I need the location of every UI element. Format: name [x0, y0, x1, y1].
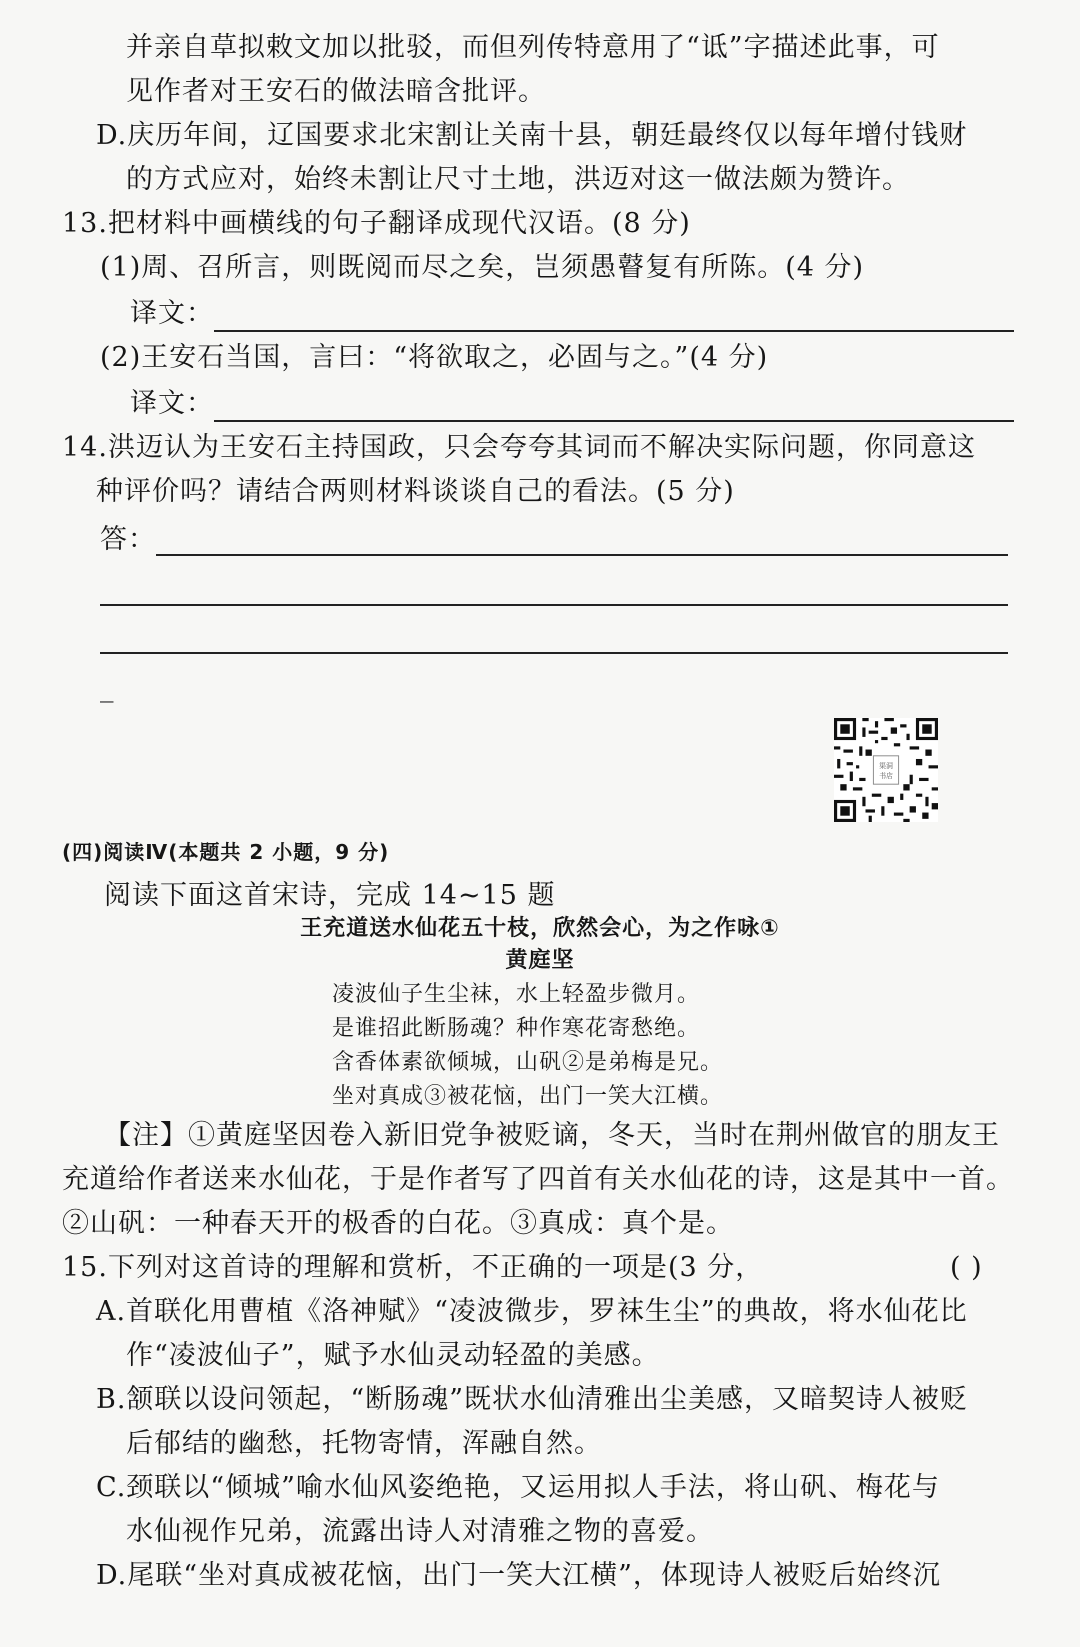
qr-code-icon: [834, 718, 938, 822]
q15-option-c-line1[interactable]: C.颈联以“倾城”喻水仙风姿绝艳，又运用拟人手法，将山矾、梅花与: [96, 1472, 940, 1503]
poem-line: 凌波仙子生尘袜，水上轻盈步微月。: [332, 982, 701, 1007]
q15-option-a-line1[interactable]: A.首联化用曹植《洛神赋》“凌波微步，罗袜生尘”的典故，将水仙花比: [96, 1296, 968, 1327]
poem-note-line2: 充道给作者送来水仙花，于是作者写了四首有关水仙花的诗，这是其中一首。: [62, 1164, 1014, 1195]
q15-stem: 15.下列对这首诗的理解和赏析，不正确的一项是(3 分，: [62, 1252, 764, 1283]
section4-heading: (四)阅读Ⅳ(本题共 2 小题，9 分): [62, 840, 390, 864]
q14-answer-line-2[interactable]: [100, 604, 1008, 606]
q13-item2-answer-line[interactable]: [214, 420, 1014, 422]
q15-option-c-line2: 水仙视作兄弟，流露出诗人对清雅之物的喜爱。: [126, 1516, 714, 1547]
q13-stem: 13.把材料中画横线的句子翻译成现代汉语。(8 分): [62, 208, 691, 239]
q15-answer-paren[interactable]: ( ): [950, 1252, 983, 1283]
q12-option-d-line1: D.庆历年间，辽国要求北宋割让关南十县，朝廷最终仅以每年增付钱财: [96, 120, 968, 151]
q15-option-a-line2: 作“凌波仙子”，赋予水仙灵动轻盈的美感。: [126, 1340, 660, 1371]
poem-line: 含香体素欲倾城，山矾②是弟梅是兄。: [332, 1050, 724, 1075]
q12-option-c-line3: 见作者对王安石的做法暗含批评。: [126, 76, 546, 107]
q13-item1-label: 译文：: [130, 298, 214, 329]
qr-center-text-1: 渠洞: [879, 761, 893, 770]
q15-option-b-line1[interactable]: B.颔联以设问领起，“断肠魂”既状水仙清雅出尘美感，又暗契诗人被贬: [96, 1384, 969, 1415]
q13-item2-label: 译文：: [130, 388, 214, 419]
q14-line1: 14.洪迈认为王安石主持国政，只会夸夸其词而不解决实际问题，你同意这: [62, 432, 976, 463]
q13-item2: (2)王安石当国，言曰：“将欲取之，必固与之。”(4 分): [100, 342, 769, 373]
q15-option-d-line1[interactable]: D.尾联“坐对真成被花恼，出门一笑大江横”，体现诗人被贬后始终沉: [96, 1560, 941, 1591]
poem-note-line1: 【注】①黄庭坚因卷入新旧党争被贬谪，冬天，当时在荆州做官的朋友王: [104, 1120, 1000, 1151]
section4-instruction: 阅读下面这首宋诗，完成 14~15 题: [104, 880, 556, 911]
q14-answer-label: 答：: [100, 524, 156, 555]
poem-note-line3: ②山矾：一种春天开的极香的白花。③真成：真个是。: [62, 1208, 734, 1239]
poem-line: 坐对真成③被花恼，出门一笑大江横。: [332, 1084, 724, 1109]
q12-option-d-line2: 的方式应对，始终未割让尺寸土地，洪迈对这一做法颇为赞许。: [126, 164, 910, 195]
q12-option-c-line2: 并亲自草拟敕文加以批驳，而但列传特意用了“诋”字描述此事，可: [126, 32, 940, 63]
q14-line2: 种评价吗？请结合两则材料谈谈自己的看法。(5 分): [96, 476, 735, 507]
q13-item1: (1)周、召所言，则既阅而尽之矣，岂须愚瞽复有所陈。(4 分): [100, 252, 865, 283]
poem-author: 黄庭坚: [505, 948, 575, 973]
q14-answer-line-3[interactable]: [100, 652, 1008, 654]
q14-answer-line-1[interactable]: [156, 554, 1008, 556]
q15-option-b-line2: 后郁结的幽愁，托物寄情，浑融自然。: [126, 1428, 602, 1459]
q13-item1-answer-line[interactable]: [214, 330, 1014, 332]
poem-title: 王充道送水仙花五十枝，欣然会心，为之作咏①: [300, 916, 780, 941]
q14-trailing-dash: _: [100, 672, 115, 703]
poem-line: 是谁招此断肠魂？种作寒花寄愁绝。: [332, 1016, 701, 1041]
qr-center-text-2: 书店: [879, 771, 893, 780]
